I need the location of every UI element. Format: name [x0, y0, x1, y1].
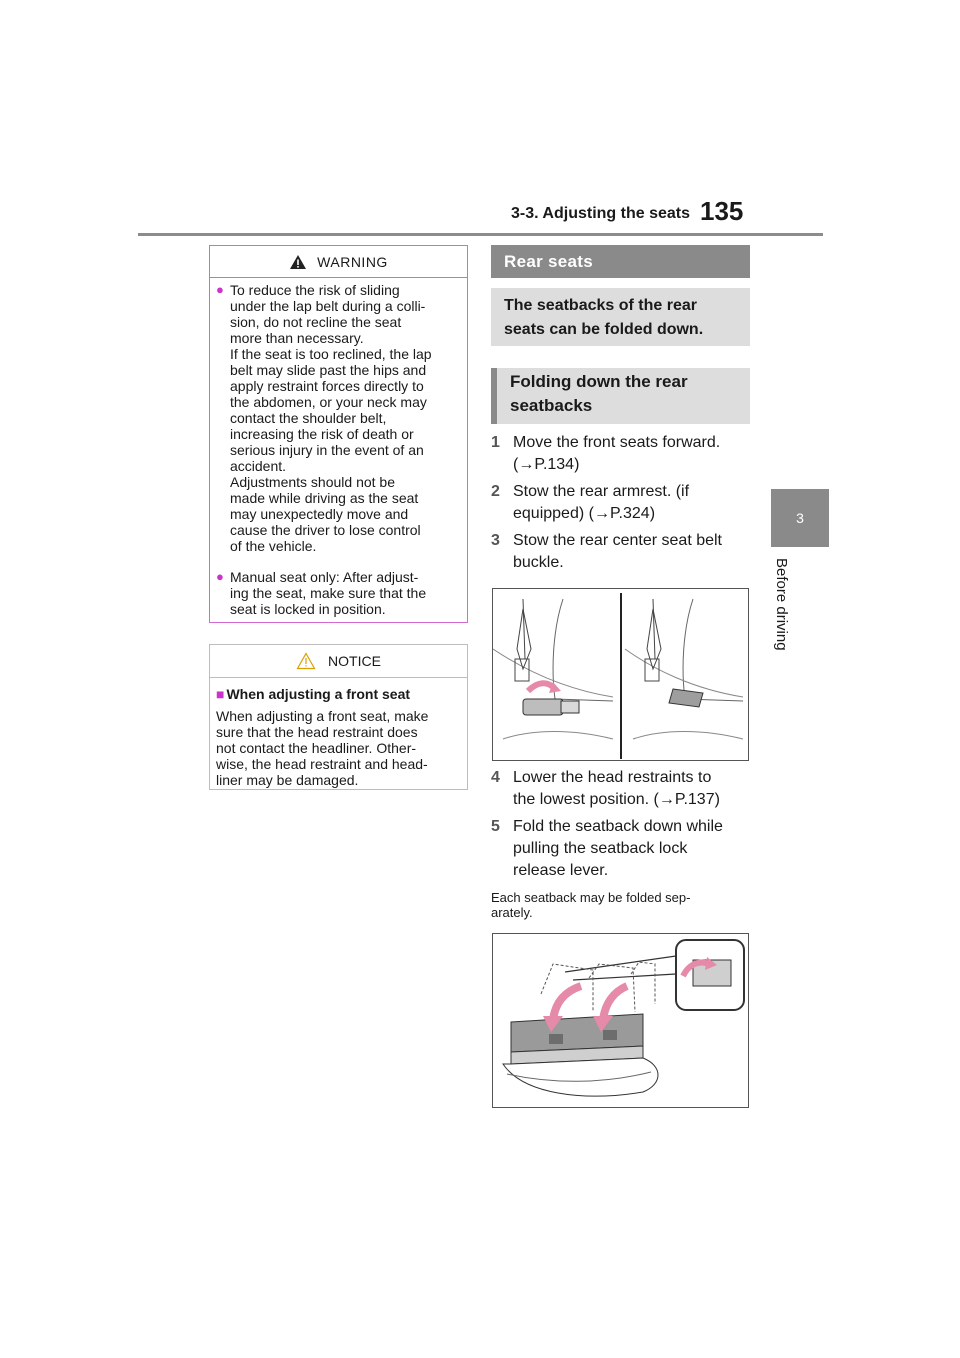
- step-number: 5: [491, 818, 500, 835]
- step-item: [491, 432, 753, 476]
- seatback-note: Each seatback may be folded sep- arately.: [491, 890, 691, 920]
- warning-triangle-icon: [289, 254, 307, 270]
- notice-title: NOTICE: [328, 653, 381, 669]
- buckle-illustration-svg: [493, 589, 749, 761]
- rear-seats-heading: Rear seats: [491, 245, 750, 278]
- seatback-fold-illustration-svg: [493, 934, 749, 1108]
- warning-item: [216, 569, 462, 617]
- warning-box: [209, 245, 468, 623]
- chapter-label-container: [768, 558, 790, 678]
- chapter-number: 3: [796, 510, 804, 526]
- step-item: [491, 816, 753, 882]
- section-title: 3-3. Adjusting the seats: [511, 205, 690, 222]
- bullet-icon: ●: [216, 569, 224, 584]
- square-bullet-icon: ■: [216, 686, 225, 702]
- notice-header: [210, 645, 467, 678]
- chapter-label: Before driving: [773, 558, 790, 651]
- notice-box: [209, 644, 468, 790]
- warning-title: WARNING: [317, 253, 388, 270]
- step-item: [491, 481, 753, 525]
- notice-subheading-text: When adjusting a front seat: [226, 686, 411, 702]
- step-number: 3: [491, 532, 500, 549]
- chapter-tab: [771, 489, 829, 547]
- seatback-fold-illustration: [492, 933, 749, 1108]
- step-text: Stow the rear armrest. (if equipped) (→P.324): [513, 483, 690, 522]
- step-item: [491, 530, 753, 574]
- notice-body: When adjusting a front seat, make sure that the head restraint does not contact the headliner. Other- wise, the head restraint and head- liner may be damaged.: [216, 708, 429, 788]
- page-number: 135: [700, 196, 744, 226]
- step-item: [491, 767, 753, 811]
- step-number: 1: [491, 434, 500, 451]
- header-rule: [138, 233, 823, 236]
- rear-seats-intro: The seatbacks of the rear seats can be folded down.: [491, 288, 750, 346]
- notice-triangle-icon: [296, 652, 316, 670]
- notice-subheading: [216, 686, 410, 702]
- warning-item-text: To reduce the risk of sliding under the lap belt during a colli- sion, do not recline the seat more than necessary. If the seat is too reclined, the lap belt may slide past the hips and apply restraint forces directly to the abdomen, or your neck may contact the shoulder belt, increasing the risk of death or serious injury in the event of an accident. Adjustments should not be made while driving as the seat may unexpectedly move and cause the driver to lose control of the vehicle.: [230, 282, 432, 554]
- step-text: Fold the seatback down while pulling the seatback lock release lever.: [513, 818, 723, 879]
- folding-subsection-heading: Folding down the rear seatbacks: [491, 368, 750, 424]
- step-number: 4: [491, 769, 500, 786]
- warning-item-text: Manual seat only: After adjust- ing the seat, make sure that the seat is locked in position.: [230, 569, 427, 617]
- step-text: Lower the head restraints to the lowest position. (→P.137): [513, 769, 720, 808]
- buckle-illustration: [492, 588, 749, 761]
- step-text: Move the front seats forward. (→P.134): [513, 434, 721, 473]
- step-number: 2: [491, 483, 500, 500]
- step-text: Stow the rear center seat belt buckle.: [513, 532, 722, 571]
- warning-header: [210, 246, 467, 278]
- warning-item: [216, 282, 462, 554]
- bullet-icon: ●: [216, 282, 224, 297]
